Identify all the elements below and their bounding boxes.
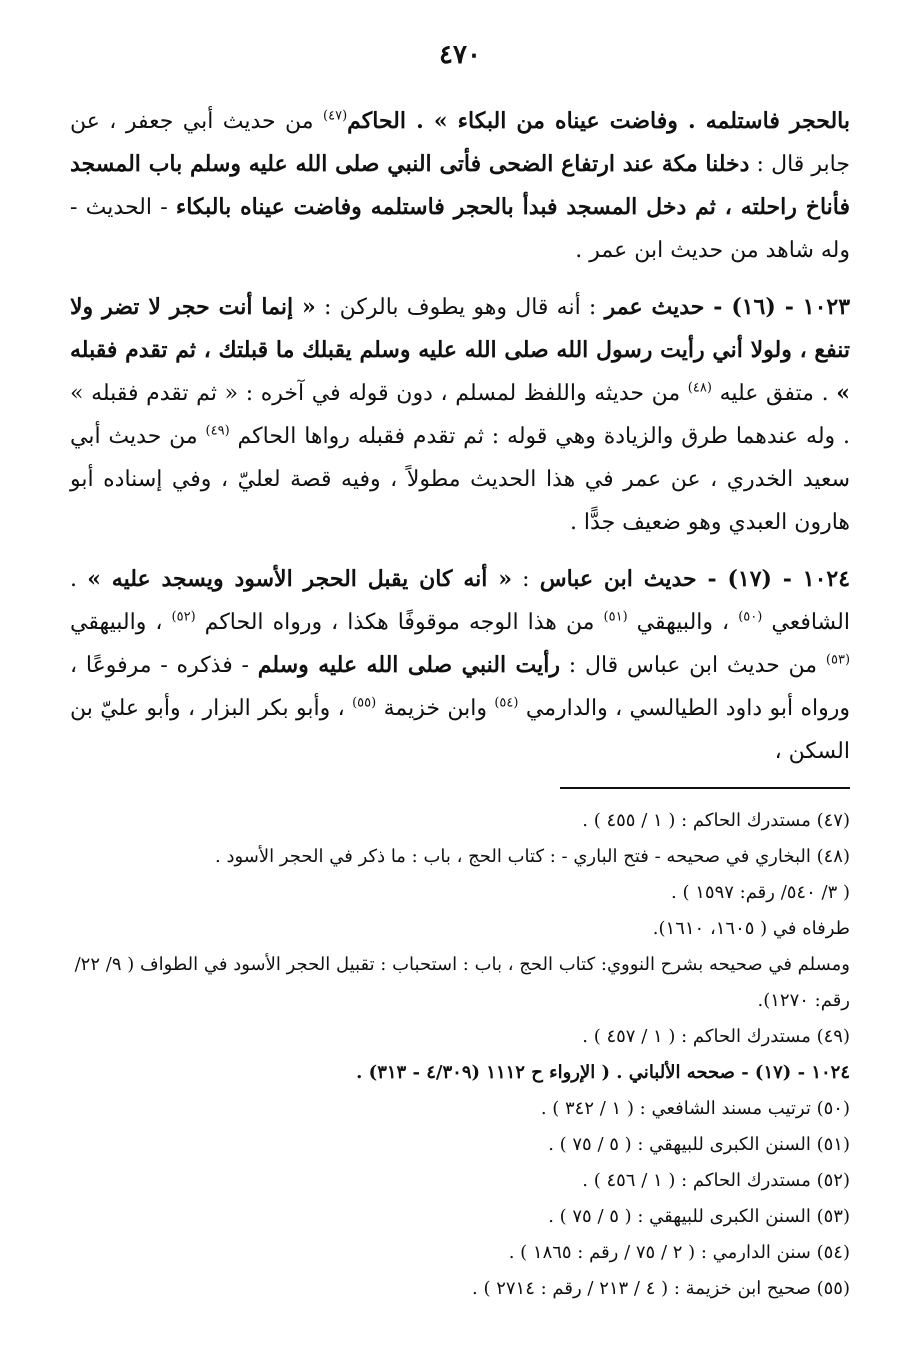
footnote: (٤٧) مستدرك الحاكم : ( ١ / ٤٥٥ ) .: [582, 810, 850, 831]
text-segment: دخلنا مكة عند ارتفاع الضحى فأتى النبي صلى الله عليه وسلم باب المسجد فأناخ راحلته ، ثم دخل المسجد فبدأ بالحجر فاستلمه وفاضت عيناه بالبكاء: [70, 151, 851, 220]
text-segment: « أنه كان يقبل الحجر الأسود ويسجد عليه »: [87, 566, 512, 592]
text-segment: وابن خزيمة: [376, 696, 495, 721]
text-segment: - فذكره - مرفوعًا ، ورواه أبو داود الطيالسي ، والدارمي: [70, 653, 851, 721]
footnote: (٤٩) مستدرك الحاكم : ( ١ / ٤٥٧ ) .: [582, 1026, 850, 1047]
text-segment: ، والبيهقي: [627, 610, 739, 635]
footnotes: [70, 803, 850, 1307]
footnote: (٤٨) البخاري في صحيحه - فتح الباري - : كتاب الحج ، باب : ما ذكر في الحجر الأسود .: [215, 846, 850, 867]
text-segment: ، وأبو بكر البزار ، وأبو عليّ بن السكن ،: [70, 696, 850, 764]
footnote: (٥٠) ترتيب مسند الشافعي : ( ١ / ٣٤٢ ) .: [540, 1098, 850, 1119]
footnote: (٥١) السنن الكبرى للبيهقي : ( ٥ / ٧٥ ) .: [548, 1134, 850, 1155]
text-segment: بالحجر فاستلمه . وفاضت عيناه من البكاء » . الحاكم: [347, 108, 850, 134]
text-segment: من حديثه واللفظ لمسلم ، دون قوله في آخره : « ثم تقدم فقبله » . وله عندهما طرق والزيادة وهي قوله : ثم تقدم فقبله رواها الحاكم: [70, 381, 850, 449]
text-segment: من حديث أبي جعفر ، عن جابر قال :: [70, 109, 850, 177]
text-segment: - الحديث - وله شاهد من حديث ابن عمر .: [70, 195, 850, 263]
footnote: (٥٢) مستدرك الحاكم : ( ١ / ٤٥٦ ) .: [582, 1170, 850, 1191]
footnote-ref: (٥١): [603, 609, 628, 625]
footnote: ومسلم في صحيحه بشرح النووي: كتاب الحج ، باب : استحباب : تقبيل الحجر الأسود في الطواف ( ٩/ ٢٢/ رقم: ١٢٧٠).: [74, 954, 850, 1011]
paragraph: [70, 558, 850, 773]
document-page: [70, 40, 850, 1330]
footnote-ref: (٤٨): [687, 380, 712, 396]
footnote-ref: (٤٩): [205, 423, 230, 439]
text-segment: ١٠٢٤ - (١٧) - حديث ابن عباس: [539, 566, 851, 592]
footnote: (٥٤) سنن الدارمي : ( ٢ / ٧٥ / رقم : ١٨٦٥ ) .: [508, 1242, 850, 1263]
footnote-separator: [560, 787, 850, 789]
footnote-ref: (٥٣): [825, 652, 851, 668]
text-segment: :: [511, 567, 540, 592]
footnote: (٥٣) السنن الكبرى للبيهقي : ( ٥ / ٧٥ ) .: [548, 1206, 850, 1227]
text-segment: . متفق عليه: [711, 381, 837, 406]
text-segment: من هذا الوجه موقوفًا هكذا ، ورواه الحاكم: [195, 610, 604, 635]
footnote-ref: (٥٠): [738, 609, 763, 625]
text-segment: « إنما أنت حجر لا تضر ولا تنفع ، ولولا أني رأيت رسول الله صلى الله عليه وسلم يقبلك ما قبلتك ، ثم تقدم فقبله »: [70, 294, 850, 406]
footnote-ref: (٥٢): [171, 609, 196, 625]
text-segment: رأيت النبي صلى الله عليه وسلم: [257, 652, 560, 678]
text-segment: من حديث ابن عباس قال :: [560, 653, 826, 678]
main-text: [70, 100, 850, 773]
footnote: (٥٥) صحيح ابن خزيمة : ( ٤ / ٢١٣ / رقم : ٢٧١٤ ) .: [472, 1278, 850, 1299]
footnote-ref: (٥٤): [494, 695, 519, 711]
text-segment: من حديث أبي سعيد الخدري ، عن عمر في هذا الحديث مطولاً ، وفيه قصة لعليّ ، وفي إسناده أبو هارون العبدي وهو ضعيف جدًّا .: [70, 424, 850, 535]
paragraph: [70, 100, 850, 272]
footnote: ١٠٢٤ - (١٧) - صححه الألباني . ( الإرواء ح ١١١٢ (٤/٣٠٩ - ٣١٣) .: [356, 1062, 850, 1083]
footnote-ref: (٥٥): [352, 695, 377, 711]
text-segment: . الشافعي: [70, 567, 850, 635]
text-segment: : أنه قال وهو يطوف بالركن :: [315, 295, 605, 320]
page-number: ٤٧٠: [439, 40, 481, 70]
text-segment: ، والبيهقي: [70, 610, 172, 635]
paragraph: [70, 286, 850, 544]
footnote: طرفاه في ( ١٦٠٥، ١٦١٠).: [652, 918, 850, 939]
text-segment: ١٠٢٣ - (١٦) - حديث عمر: [604, 294, 851, 320]
footnote-ref: (٤٧): [323, 108, 348, 124]
footnote: ( ٣/ ٥٤٠/ رقم: ١٥٩٧ ) .: [671, 882, 850, 903]
